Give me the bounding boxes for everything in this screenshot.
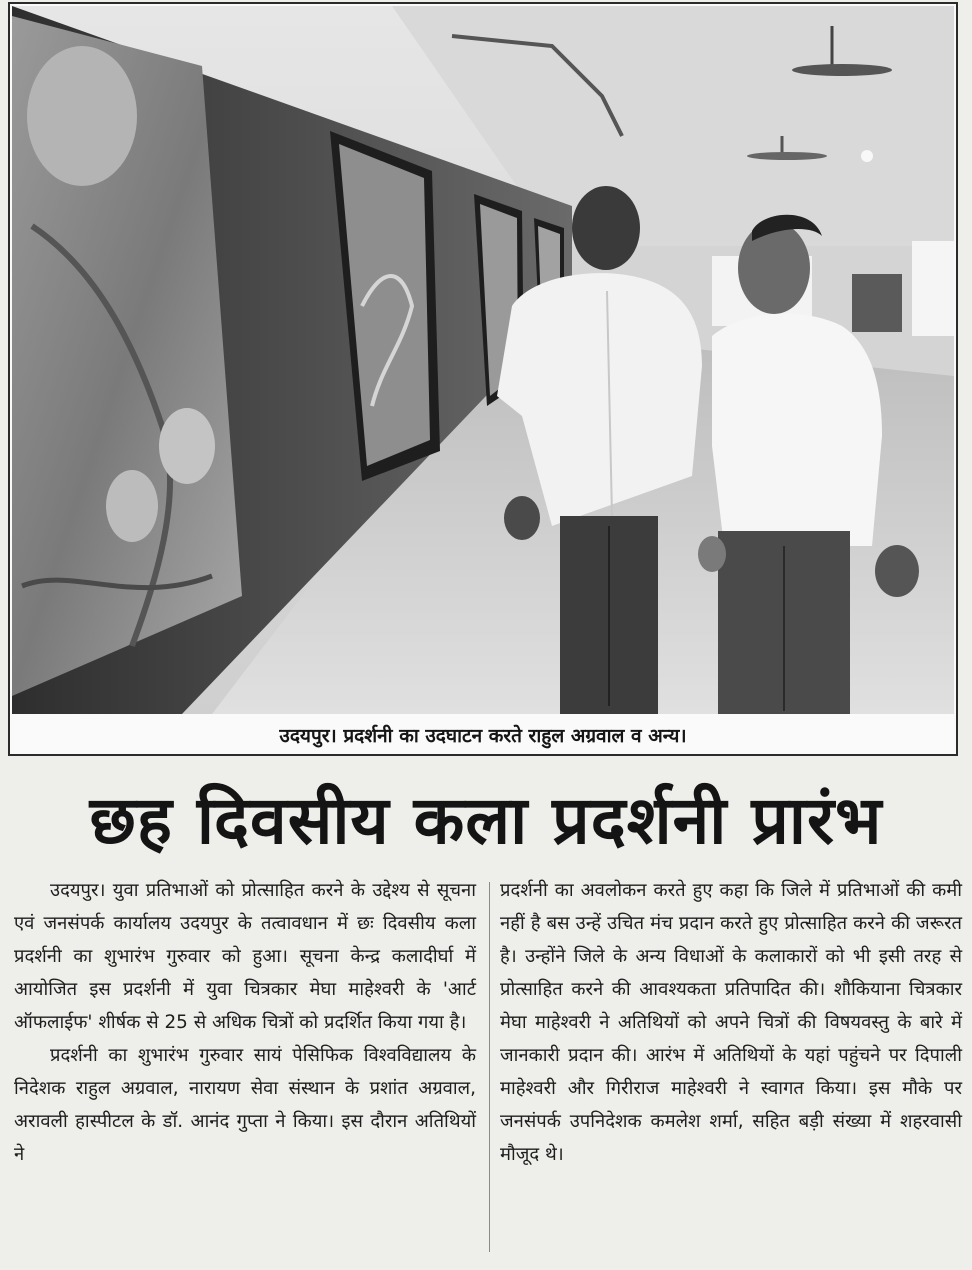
photo-caption: उदयपुर। प्रदर्शनी का उदघाटन करते राहुल अग्रवाल व अन्य। (279, 725, 687, 747)
article-column-right (500, 874, 962, 1254)
article-paragraph: प्रदर्शनी का शुभारंभ गुरुवार सायं पेसिफिक विश्वविद्यालय के निदेशक राहुल अग्रवाल, नारायण सेवा संस्थान के प्रशांत अग्रवाल, अरावली हास्पीटल के डॉ. आनंद गुप्ता ने किया। इस दौरान अतिथियों ने (14, 1045, 476, 1165)
news-photo-frame (8, 2, 958, 756)
column-divider (489, 882, 490, 1252)
article-column-left (14, 874, 476, 1254)
article-headline: छह दिवसीय कला प्रदर्शनी प्रारंभ (89, 782, 883, 859)
article-paragraph: प्रदर्शनी का अवलोकन करते हुए कहा कि जिले में प्रतिभाओं की कमी नहीं है बस उन्हें उचित मंच प्रदान करते हुए प्रोत्साहित करने की जरूरत है। उन्होंने जिले के अन्य विधाओं के कलाकारों को भी इसी तरह से प्रोत्साहित करने की आवश्यकता प्रतिपादित की। शौकियाना चित्रकार मेघा माहेश्वरी ने अतिथियों को अपने चित्रों की विषयवस्तु के बारे में जानकारी प्रदान की। आरंभ में अतिथियों के यहां पहुंचने पर दिपाली माहेश्वरी और गिरीराज माहेश्वरी ने स्वागत किया। इस मौके पर जनसंपर्क उपनिदेशक कमलेश शर्मा, सहित बड़ी संख्या में शहरवासी मौजूद थे। (500, 880, 962, 1165)
article-body (14, 874, 962, 1254)
article-paragraph: उदयपुर। युवा प्रतिभाओं को प्रोत्साहित करने के उद्देश्य से सूचना एवं जनसंपर्क कार्यालय उदयपुर के तत्वावधान में छः दिवसीय कला प्रदर्शनी का शुभारंभ गुरुवार को हुआ। सूचना केन्द्र कलादीर्घा में आयोजित इस प्रदर्शनी में युवा चित्रकार मेघा माहेश्वरी के 'आर्ट ऑफलाईफ' शीर्षक से 25 से अधिक चित्रों को प्रदर्शित किया गया है। (14, 880, 476, 1033)
exhibition-photo (12, 6, 954, 714)
